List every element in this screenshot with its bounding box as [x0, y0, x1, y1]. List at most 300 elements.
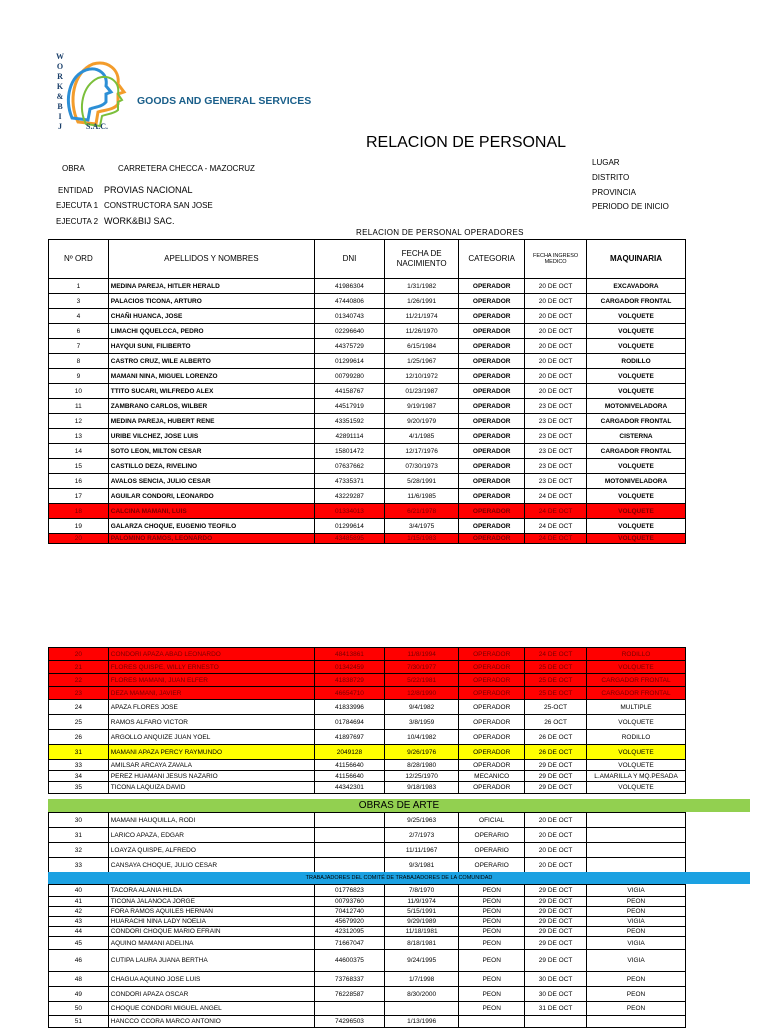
- row-number: 40: [49, 885, 109, 897]
- row-number: 41: [49, 897, 109, 907]
- row-date: 23 DE OCT: [525, 399, 587, 414]
- table-row: [49, 715, 686, 730]
- row-birth: 6/21/1978: [385, 504, 459, 519]
- row-date: 20 DE OCT: [525, 384, 587, 399]
- row-machine: VIGIA: [587, 950, 686, 972]
- row-date: 29 DE OCT: [525, 907, 587, 917]
- row-date: 30 DE OCT: [525, 972, 587, 987]
- row-name: FORA RAMOS AQUILES HERNAN: [108, 907, 314, 917]
- row-birth: 11/9/1974: [385, 897, 459, 907]
- row-date: 29 DE OCT: [525, 917, 587, 927]
- row-dni: 02296640: [314, 324, 384, 339]
- entidad-value: PROVIAS NACIONAL: [104, 185, 193, 195]
- row-category: OPERADOR: [459, 279, 525, 294]
- row-number: 51: [49, 1016, 109, 1028]
- row-name: GALARZA CHOQUE, EUGENIO TEOFILO: [108, 519, 314, 534]
- row-dni: 44158767: [314, 384, 384, 399]
- row-dni: [314, 858, 384, 873]
- row-dni: 2049128: [314, 745, 384, 760]
- row-dni: 41156640: [314, 760, 384, 771]
- row-date: 26 OCT: [525, 715, 587, 730]
- row-birth: 1/26/1991: [385, 294, 459, 309]
- row-dni: 44517919: [314, 399, 384, 414]
- row-dni: 01299614: [314, 519, 384, 534]
- row-machine: PEON: [587, 1002, 686, 1016]
- row-name: CALCINA MAMANI, LUIS: [108, 504, 314, 519]
- row-name: TTITO SUCARI, WILFREDO ALEX: [108, 384, 314, 399]
- row-name: CHOQUE CONDORI MIGUEL ANGEL: [108, 1002, 314, 1016]
- table-row: [49, 782, 686, 794]
- row-machine: [587, 858, 686, 873]
- row-dni: 07637662: [314, 459, 384, 474]
- row-dni: 42891114: [314, 429, 384, 444]
- row-birth: 11/11/1967: [385, 843, 459, 858]
- row-dni: 44342301: [314, 782, 384, 794]
- row-birth: 10/4/1982: [385, 730, 459, 745]
- row-birth: 9/20/1979: [385, 414, 459, 429]
- row-dni: 00793760: [314, 897, 384, 907]
- row-machine: VOLQUETE: [587, 760, 686, 771]
- row-machine: VOLQUETE: [587, 384, 686, 399]
- row-category: PEON: [459, 927, 525, 937]
- col-maq: MAQUINARIA: [587, 240, 686, 279]
- row-name: DEZA MAMANI, JAVIER: [108, 687, 314, 700]
- row-name: HUARACHI NINA LADY NOELIA: [108, 917, 314, 927]
- row-name: AMILSAR ARCAYA ZAVALA: [108, 760, 314, 771]
- row-birth: 12/8/1990: [385, 687, 459, 700]
- row-dni: 48413861: [314, 648, 384, 661]
- table-row: [49, 294, 686, 309]
- row-name: CASTRO CRUZ, WILE ALBERTO: [108, 354, 314, 369]
- row-machine: MULTIPLE: [587, 700, 686, 715]
- row-dni: 44600375: [314, 950, 384, 972]
- row-birth: 11/21/1974: [385, 309, 459, 324]
- row-machine: VIGIA: [587, 885, 686, 897]
- row-machine: VOLQUETE: [587, 519, 686, 534]
- row-machine: VIGIA: [587, 917, 686, 927]
- row-machine: VOLQUETE: [587, 489, 686, 504]
- table-row: [49, 339, 686, 354]
- row-machine: VOLQUETE: [587, 459, 686, 474]
- row-number: 31: [49, 745, 109, 760]
- row-number: 14: [49, 444, 109, 459]
- row-machine: VIGIA: [587, 937, 686, 950]
- table-row: [49, 399, 686, 414]
- row-dni: 43351592: [314, 414, 384, 429]
- row-birth: 9/29/1989: [385, 917, 459, 927]
- row-date: 29 DE OCT: [525, 771, 587, 782]
- row-number: 43: [49, 917, 109, 927]
- row-dni: 45679920: [314, 917, 384, 927]
- row-number: 4: [49, 309, 109, 324]
- row-birth: 4/1/1985: [385, 429, 459, 444]
- row-machine: CISTERNA: [587, 429, 686, 444]
- operators-table: [48, 239, 686, 544]
- row-name: TACORA ALANIA HILDA: [108, 885, 314, 897]
- row-date: 25 DE OCT: [525, 674, 587, 687]
- table-row: [49, 813, 686, 828]
- row-category: OPERADOR: [459, 534, 525, 544]
- table-row: [49, 828, 686, 843]
- row-birth: 5/15/1991: [385, 907, 459, 917]
- row-dni: 76228587: [314, 987, 384, 1002]
- row-birth: 1/25/1967: [385, 354, 459, 369]
- table-row: [49, 474, 686, 489]
- row-dni: [314, 828, 384, 843]
- row-category: OPERADOR: [459, 459, 525, 474]
- row-category: OPERARIO: [459, 843, 525, 858]
- row-category: OPERADOR: [459, 760, 525, 771]
- row-dni: 41833996: [314, 700, 384, 715]
- row-date: 24 DE OCT: [525, 504, 587, 519]
- row-name: APAZA FLORES JOSE: [108, 700, 314, 715]
- row-birth: 12/17/1976: [385, 444, 459, 459]
- table-row: [49, 897, 686, 907]
- row-name: PALOMINO RAMOS, LEONARDO: [108, 534, 314, 544]
- obras-band: [48, 799, 750, 812]
- row-dni: 01776823: [314, 885, 384, 897]
- row-category: PEON: [459, 917, 525, 927]
- table-row: [49, 937, 686, 950]
- row-dni: 47335371: [314, 474, 384, 489]
- table-row: [49, 843, 686, 858]
- row-machine: CARGADOR FRONTAL: [587, 674, 686, 687]
- row-machine: PEON: [587, 972, 686, 987]
- row-date: 20 DE OCT: [525, 339, 587, 354]
- row-category: OPERADOR: [459, 414, 525, 429]
- row-birth: 9/19/1987: [385, 399, 459, 414]
- table-row: [49, 972, 686, 987]
- row-dni: 71667047: [314, 937, 384, 950]
- ejecuta1-value: CONSTRUCTORA SAN JOSE: [104, 201, 213, 210]
- table-row: [49, 907, 686, 917]
- row-dni: 01340743: [314, 309, 384, 324]
- row-category: PEON: [459, 987, 525, 1002]
- row-number: 13: [49, 429, 109, 444]
- row-number: 33: [49, 858, 109, 873]
- row-date: 29 DE OCT: [525, 782, 587, 794]
- obra-label: OBRA: [62, 164, 85, 173]
- row-name: SOTO LEON, MILTON CESAR: [108, 444, 314, 459]
- row-date: 24 DE OCT: [525, 489, 587, 504]
- row-name: TICONA JALANOCA JORGE: [108, 897, 314, 907]
- row-date: 23 DE OCT: [525, 474, 587, 489]
- row-birth: 07/30/1973: [385, 459, 459, 474]
- col-nro: Nº ORD: [49, 240, 109, 279]
- row-dni: 01299614: [314, 354, 384, 369]
- row-machine: PEON: [587, 897, 686, 907]
- row-category: OPERADOR: [459, 674, 525, 687]
- table-row: [49, 459, 686, 474]
- row-name: LARICO APAZA, EDGAR: [108, 828, 314, 843]
- row-machine: VOLQUETE: [587, 715, 686, 730]
- row-name: PEREZ HUAMANI JESUS NAZARIO: [108, 771, 314, 782]
- provincia-label: PROVINCIA: [592, 188, 637, 197]
- row-birth: 5/28/1991: [385, 474, 459, 489]
- row-machine: PEON: [587, 927, 686, 937]
- row-category: OPERADOR: [459, 489, 525, 504]
- row-number: 46: [49, 950, 109, 972]
- row-category: OPERADOR: [459, 519, 525, 534]
- row-category: OPERADOR: [459, 715, 525, 730]
- row-dni: 46654710: [314, 687, 384, 700]
- row-birth: 9/3/1981: [385, 858, 459, 873]
- row-birth: 7/8/1970: [385, 885, 459, 897]
- table-row: [49, 760, 686, 771]
- comite-band: [48, 872, 750, 884]
- obra-value: CARRETERA CHECCA - MAZOCRUZ: [118, 164, 255, 173]
- row-name: URIBE VILCHEZ, JOSE LUIS: [108, 429, 314, 444]
- row-category: OPERADOR: [459, 324, 525, 339]
- row-dni: 01334013: [314, 504, 384, 519]
- row-number: 11: [49, 399, 109, 414]
- row-date: 26 DE OCT: [525, 730, 587, 745]
- row-date: 29 DE OCT: [525, 760, 587, 771]
- row-category: OPERADOR: [459, 648, 525, 661]
- row-dni: 44375729: [314, 339, 384, 354]
- row-number: 20: [49, 648, 109, 661]
- row-dni: 00799280: [314, 369, 384, 384]
- row-category: OPERADOR: [459, 384, 525, 399]
- lugar-label: LUGAR: [592, 158, 620, 167]
- row-category: OPERADOR: [459, 730, 525, 745]
- row-machine: MOTONIVELADORA: [587, 399, 686, 414]
- row-birth: [385, 1002, 459, 1016]
- row-name: CHAÑI HUANCA, JOSE: [108, 309, 314, 324]
- row-date: 24 DE OCT: [525, 534, 587, 544]
- row-machine: VOLQUETE: [587, 782, 686, 794]
- row-name: CUTIPA LAURA JUANA BERTHA: [108, 950, 314, 972]
- page-title: RELACION DE PERSONAL: [366, 134, 567, 151]
- distrito-label: DISTRITO: [592, 173, 630, 182]
- row-date: [525, 1016, 587, 1028]
- comite-table: [48, 884, 686, 1028]
- row-birth: 01/23/1987: [385, 384, 459, 399]
- row-machine: VOLQUETE: [587, 534, 686, 544]
- row-category: OPERADOR: [459, 339, 525, 354]
- row-category: OPERADOR: [459, 354, 525, 369]
- table-row: [49, 987, 686, 1002]
- table-row: [49, 917, 686, 927]
- table-row: [49, 745, 686, 760]
- row-machine: L.AMARILLA Y MQ.PESADA: [587, 771, 686, 782]
- row-machine: VOLQUETE: [587, 504, 686, 519]
- row-category: OPERARIO: [459, 858, 525, 873]
- row-birth: 1/13/1996: [385, 1016, 459, 1028]
- row-name: MEDINA PAREJA, HUBERT RENE: [108, 414, 314, 429]
- row-machine: VOLQUETE: [587, 369, 686, 384]
- row-machine: CARGADOR FRONTAL: [587, 687, 686, 700]
- row-category: OPERADOR: [459, 661, 525, 674]
- row-date: 23 DE OCT: [525, 444, 587, 459]
- row-number: 12: [49, 414, 109, 429]
- row-number: 45: [49, 937, 109, 950]
- table-row: [49, 504, 686, 519]
- row-number: 22: [49, 674, 109, 687]
- table-row: [49, 1002, 686, 1016]
- row-category: OPERADOR: [459, 700, 525, 715]
- row-machine: [587, 1016, 686, 1028]
- row-date: 20 DE OCT: [525, 843, 587, 858]
- row-category: PEON: [459, 950, 525, 972]
- row-date: 25 DE OCT: [525, 687, 587, 700]
- row-name: MAMANI NINA, MIGUEL LORENZO: [108, 369, 314, 384]
- table-row: [49, 489, 686, 504]
- row-machine: VOLQUETE: [587, 324, 686, 339]
- row-machine: [587, 828, 686, 843]
- row-birth: 11/6/1985: [385, 489, 459, 504]
- row-birth: 11/26/1970: [385, 324, 459, 339]
- row-number: 10: [49, 384, 109, 399]
- row-dni: 73768337: [314, 972, 384, 987]
- table-row: [49, 369, 686, 384]
- row-category: MECANICO: [459, 771, 525, 782]
- row-dni: 41838729: [314, 674, 384, 687]
- table-row: [49, 429, 686, 444]
- row-number: 35: [49, 782, 109, 794]
- obras-title: OBRAS DE ARTE: [358, 800, 440, 811]
- row-name: RAMOS ALFARO VICTOR: [108, 715, 314, 730]
- row-number: 1: [49, 279, 109, 294]
- row-birth: 8/18/1981: [385, 937, 459, 950]
- row-number: 17: [49, 489, 109, 504]
- row-date: 29 DE OCT: [525, 885, 587, 897]
- comite-title: TRABAJADORES DEL COMITÉ DE TRABAJADORES DE LA COMUNIDAD: [305, 875, 493, 881]
- table-row: [49, 414, 686, 429]
- row-birth: 3/8/1959: [385, 715, 459, 730]
- row-birth: 9/24/1995: [385, 950, 459, 972]
- row-date: 30 DE OCT: [525, 987, 587, 1002]
- row-date: 25-OCT: [525, 700, 587, 715]
- row-machine: [587, 813, 686, 828]
- row-category: PEON: [459, 897, 525, 907]
- row-date: 23 DE OCT: [525, 429, 587, 444]
- row-dni: [314, 843, 384, 858]
- row-machine: VOLQUETE: [587, 661, 686, 674]
- row-machine: PEON: [587, 987, 686, 1002]
- col-birth: FECHA DE NACIMIENTO: [385, 240, 459, 279]
- row-number: 18: [49, 504, 109, 519]
- col-ingreso: FECHA INGRESO MEDICO: [525, 240, 587, 279]
- periodo-label: PERIODO DE INICIO: [592, 202, 669, 211]
- row-birth: 6/15/1984: [385, 339, 459, 354]
- row-category: OPERADOR: [459, 399, 525, 414]
- row-date: 20 DE OCT: [525, 828, 587, 843]
- row-date: 29 DE OCT: [525, 950, 587, 972]
- row-dni: 41986304: [314, 279, 384, 294]
- row-category: OPERADOR: [459, 504, 525, 519]
- row-birth: 11/18/1981: [385, 927, 459, 937]
- logo-letters: W O R K & B I J: [56, 52, 64, 131]
- row-dni: 70412740: [314, 907, 384, 917]
- table-row: [49, 444, 686, 459]
- row-category: OPERARIO: [459, 828, 525, 843]
- row-name: CASTILLO DEZA, RIVELINO: [108, 459, 314, 474]
- row-number: 7: [49, 339, 109, 354]
- row-category: OPERADOR: [459, 309, 525, 324]
- row-number: 3: [49, 294, 109, 309]
- section-title-operadores: RELACION DE PERSONAL OPERADORES: [356, 228, 524, 237]
- row-name: CONDORI APAZA ABAD LEONARDO: [108, 648, 314, 661]
- table-row: [49, 700, 686, 715]
- row-name: CHAGUA AQUINO JOSE LUIS: [108, 972, 314, 987]
- row-machine: RODILLO: [587, 354, 686, 369]
- row-name: TICONA LAQUIZA DAVID: [108, 782, 314, 794]
- row-machine: CARGADOR FRONTAL: [587, 414, 686, 429]
- row-date: 23 DE OCT: [525, 414, 587, 429]
- row-date: 29 DE OCT: [525, 897, 587, 907]
- table-row: [49, 730, 686, 745]
- table-row: [49, 885, 686, 897]
- row-category: OFICIAL: [459, 813, 525, 828]
- table-row: [49, 661, 686, 674]
- row-category: PEON: [459, 1002, 525, 1016]
- company-logo: [48, 52, 138, 132]
- row-date: 29 DE OCT: [525, 937, 587, 950]
- row-number: 49: [49, 987, 109, 1002]
- row-birth: 9/25/1963: [385, 813, 459, 828]
- row-category: PEON: [459, 885, 525, 897]
- row-birth: 12/10/1972: [385, 369, 459, 384]
- row-category: PEON: [459, 972, 525, 987]
- row-number: 24: [49, 700, 109, 715]
- row-machine: VOLQUETE: [587, 309, 686, 324]
- row-name: AVALOS SENCIA, JULIO CESAR: [108, 474, 314, 489]
- row-date: 20 DE OCT: [525, 294, 587, 309]
- row-birth: 7/30/1977: [385, 661, 459, 674]
- row-dni: [314, 1002, 384, 1016]
- row-date: 24 DE OCT: [525, 519, 587, 534]
- row-number: 31: [49, 828, 109, 843]
- row-name: MAMANI HAUQUILLA, RODI: [108, 813, 314, 828]
- row-category: OPERADOR: [459, 444, 525, 459]
- row-dni: 74296503: [314, 1016, 384, 1028]
- logo-suffix: S.A.C.: [86, 122, 109, 131]
- row-birth: 1/15/1983: [385, 534, 459, 544]
- row-number: 33: [49, 760, 109, 771]
- row-dni: 01342459: [314, 661, 384, 674]
- row-date: 20 DE OCT: [525, 309, 587, 324]
- row-name: AGUILAR CONDORI, LEONARDO: [108, 489, 314, 504]
- row-dni: 42312095: [314, 927, 384, 937]
- row-category: OPERADOR: [459, 782, 525, 794]
- table-row: [49, 771, 686, 782]
- row-date: 20 DE OCT: [525, 354, 587, 369]
- row-date: 20 DE OCT: [525, 813, 587, 828]
- row-number: 8: [49, 354, 109, 369]
- col-cat: CATEGORIA: [459, 240, 525, 279]
- row-machine: PEON: [587, 907, 686, 917]
- row-number: 48: [49, 972, 109, 987]
- table-row: [49, 687, 686, 700]
- row-number: 15: [49, 459, 109, 474]
- row-date: 25 DE OCT: [525, 661, 587, 674]
- row-date: 24 DE OCT: [525, 648, 587, 661]
- table-row: [49, 648, 686, 661]
- ejecuta2-value: WORK&BIJ SAC.: [104, 216, 175, 226]
- row-number: 26: [49, 730, 109, 745]
- table-row: [49, 324, 686, 339]
- row-birth: 8/30/2000: [385, 987, 459, 1002]
- operators-table-2: [48, 647, 686, 794]
- row-dni: 41156640: [314, 771, 384, 782]
- table-row: [49, 927, 686, 937]
- row-date: 26 DE OCT: [525, 745, 587, 760]
- row-birth: 11/8/1994: [385, 648, 459, 661]
- table-row: [49, 534, 686, 544]
- table-row: [49, 950, 686, 972]
- row-number: 23: [49, 687, 109, 700]
